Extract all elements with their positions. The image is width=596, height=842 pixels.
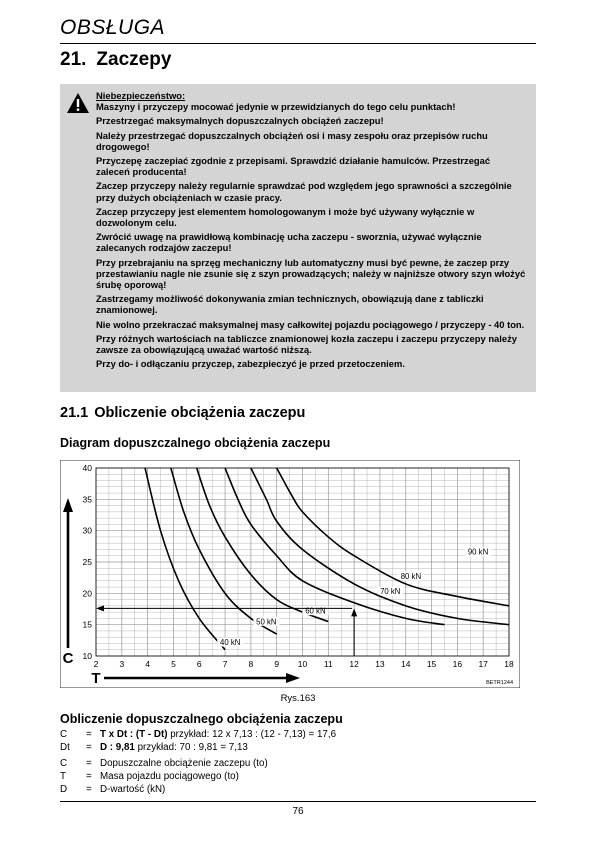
x-tick-label: 5 (171, 659, 176, 669)
x-tick-label: 18 (504, 659, 514, 669)
chapter-name: Zaczepy (96, 49, 172, 70)
calc-symbol: Dt (60, 742, 70, 753)
x-tick-label: 10 (297, 659, 308, 669)
warning-paragraph: Zaczep przyczepy należy regularnie sprawdzać pod względem jego sprawności a szczególnie przy dużych obciążeniach w czasie pracy. (96, 180, 512, 203)
series-label: 80 kN (400, 572, 422, 582)
section-number: 21.1 (60, 405, 89, 421)
calc-text: przykład: 12 x 7,13 : (12 - 7,13) = 17,6 (167, 729, 337, 740)
diagram-title: Diagram dopuszczalnego obciążenia zaczepu (60, 436, 331, 450)
x-axis-symbol: T (91, 670, 101, 687)
calc-symbol: D (60, 784, 68, 795)
calc-formula: D : 9,81 (100, 742, 135, 753)
page-number: 76 (292, 806, 304, 817)
calc-equals: = (86, 729, 92, 740)
calc-equals: = (86, 771, 92, 782)
x-tick-label: 13 (375, 659, 385, 669)
x-tick-label: 14 (401, 659, 411, 669)
calc-row (60, 728, 336, 741)
calc-symbol: T (60, 771, 66, 782)
calc-text: Masa pojazdu pociągowego (to) (100, 771, 239, 782)
series-label: 60 kN (305, 606, 326, 616)
x-tick-label: 7 (222, 659, 228, 669)
series-label: 70 kN (380, 587, 401, 597)
x-tick-label: 17 (478, 659, 488, 669)
y-tick-label: 40 (82, 463, 92, 473)
warning-paragraph: Przy przebrajaniu na sprzęg mechaniczny lub automatyczny musi być pewne, że zaczep przy przestawianiu nagle nie zsunie się z szyn prowadzących; należy w najniższe otwory szyn włożyć śrubę oporową! (96, 256, 526, 291)
series-label: 40 kN (220, 637, 241, 647)
calc-row (60, 757, 336, 770)
y-tick-label: 25 (82, 557, 92, 567)
figure-caption: Rys.163 (280, 693, 316, 704)
series-label: 50 kN (256, 617, 277, 627)
y-tick-label: 15 (82, 619, 92, 630)
warning-paragraph: Maszyny i przyczepy mocować jedynie w przewidzianych do tego celu punktach! (96, 101, 456, 113)
x-tick-label: 4 (145, 659, 150, 669)
header-divider (60, 43, 536, 44)
y-tick-label: 30 (82, 525, 92, 536)
warning-title: Niebezpieczeństwo: (96, 90, 186, 101)
warning-paragraph: Zastrzegamy możliwość dokonywania zmian technicznych, obowiązują dane z tabliczki znamionowej. (96, 293, 484, 316)
warning-paragraphs (96, 101, 526, 369)
calc-equals: = (86, 742, 92, 753)
y-tick-label: 35 (82, 494, 92, 505)
x-tick-label: 12 (349, 659, 359, 669)
calc-value (100, 741, 248, 754)
calc-value (100, 783, 165, 796)
warning-paragraph: Zaczep przyczepy jest elementem homologowanym i może być używany wyłącznie w dozwolonym celu. (96, 205, 475, 229)
calc-value (100, 757, 268, 770)
warning-paragraph: Przy do- i odłączaniu przyczep, zabezpieczyć je przed przetoczeniem. (96, 358, 405, 370)
calc-equals: = (86, 758, 92, 769)
series-label: 90 kN (467, 547, 489, 557)
warning-triangle-icon (66, 92, 90, 114)
chapter-title (60, 49, 171, 71)
x-tick-label: 3 (119, 659, 125, 669)
calc-row (60, 783, 336, 796)
warning-text (96, 90, 526, 372)
calc-text: przykład: 70 : 9,81 = 7,13 (134, 742, 248, 753)
chapter-number: 21. (60, 49, 87, 70)
calc-row (60, 741, 336, 754)
warning-paragraph: Należy przestrzegać dopuszczalnych obciążeń osi i masy zespołu oraz przepisów ruchu drogowego! (96, 129, 488, 152)
warning-paragraph: Przestrzegać maksymalnych dopuszczalnych obciążeń zaczepu! (96, 115, 384, 127)
warning-paragraph: Przyczepę zaczepiać zgodnie z przepisami. Sprawdzić działanie hamulców. Przestrzegać zaleceń producenta! (96, 155, 491, 178)
warning-paragraph: Nie wolno przekraczać maksymalnej masy całkowitej pojazdu pociągowego / przyczepy - 40 ton. (96, 318, 525, 330)
section-name: Obliczenie obciążenia zaczepu (94, 405, 306, 421)
x-tick-label: 8 (248, 659, 254, 669)
calc-equals: = (86, 784, 92, 795)
x-tick-label: 15 (426, 659, 437, 669)
x-tick-label: 6 (196, 659, 202, 669)
calc-value (100, 770, 239, 783)
footer-divider (60, 801, 536, 802)
x-tick-label: 16 (452, 659, 463, 669)
calc-symbol: C (60, 758, 68, 769)
section-title (60, 405, 305, 421)
y-tick-label: 20 (82, 588, 92, 599)
x-tick-label: 9 (274, 659, 280, 669)
calc-title: Obliczenie dopuszczalnego obciążenia zaczepu (60, 712, 343, 726)
figure-code: BETR1244 (486, 680, 513, 686)
y-tick-label: 10 (82, 651, 92, 661)
calc-value (100, 728, 336, 741)
calc-symbol: C (60, 729, 68, 740)
header-title: OBSŁUGA (60, 16, 166, 39)
calc-text: D-wartość (kN) (100, 784, 166, 795)
calc-text: Dopuszczalne obciążenie zaczepu (to) (100, 758, 268, 769)
calc-formula: T x Dt : (T - Dt) (100, 729, 168, 740)
warning-paragraph: Zwrócić uwagę na prawidłową kombinację ucha zaczepu - sworznia, używać wyłącznie zalecanych rodzajów zaczepu! (96, 231, 482, 254)
y-axis-symbol: C (62, 650, 74, 667)
warning-paragraph: Przy różnych wartościach na tabliczce znamionowej kozła zaczepu i zaczepu przyczepy należy zawsze za obowiązującą uważać wartość niższą. (96, 332, 517, 356)
calc-lines (60, 728, 336, 796)
calc-row (60, 770, 336, 783)
coupling-load-chart (60, 460, 520, 688)
x-tick-label: 2 (93, 659, 99, 669)
x-tick-label: 11 (323, 659, 333, 669)
